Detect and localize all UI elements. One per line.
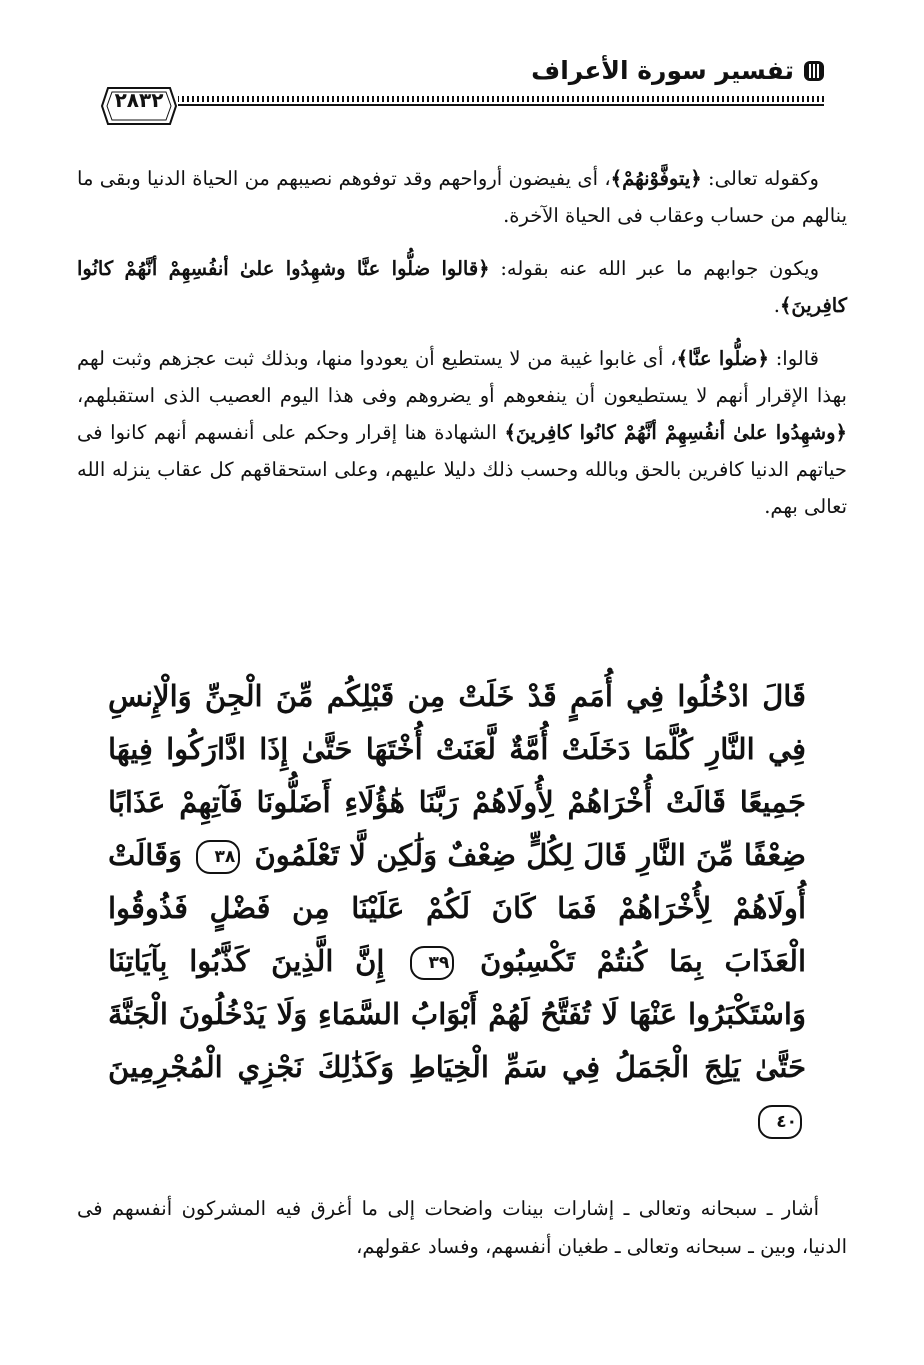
p3-mid: ، أى غابوا غيبة من لا يستطيع أن يعودوا منها، وبذلك ثبت عجزهم وثبت لهم بهذا الإقرار أنهم لا يستطيعون أن ينفعوهم أو يضروهم وفى هذا اليوم العصيب الذى استقبلهم، — [77, 347, 847, 407]
verse-40: إِنَّ الَّذِينَ كَذَّبُوا بِآيَاتِنَا وَاسْتَكْبَرُوا عَنْهَا لَا تُفَتَّحُ لَهُمْ أَبْوَابُ السَّمَاءِ وَلَا يَدْخُلُونَ الْجَنَّةَ حَتَّىٰ يَلِجَ الْجَمَلُ فِي سَمِّ الْخِيَاطِ وَكَذَٰلِكَ نَجْزِي الْمُجْرِمِينَ — [108, 944, 806, 1084]
page-number-badge — [100, 84, 178, 124]
p3-lead: قالوا: — [768, 347, 820, 370]
p1-lead: وكقوله تعالى: — [701, 167, 819, 190]
p1-quote: ﴿يتوفَّوْنهُمْ﴾ — [610, 167, 702, 190]
page-number: ٢٨٣٢ — [114, 88, 164, 112]
header-dotted-rule — [178, 96, 824, 102]
p3-quote-1: ﴿ضلُّوا عنَّا﴾ — [676, 347, 769, 370]
commentary-top — [77, 160, 847, 541]
ayah-number-40: ٤٠ — [758, 1105, 802, 1139]
quran-verses — [108, 670, 806, 1147]
p2-quote: ﴿قالوا ضلُّوا عنَّا وشهِدُوا علىٰ أنفُسِهِمْ أنَّهُمْ كانُوا كافِرينَ﴾ — [77, 257, 847, 317]
paragraph-4: أشار ـ سبحانه وتعالى ـ إشارات بينات واضحات إلى ما أغرق فيه المشركون أنفسهم فى الدنيا، وبين ـ سبحانه وتعالى ـ طغيان أنفسهم، وفساد عقولهم، — [77, 1197, 847, 1258]
ornament-icon — [804, 61, 824, 81]
ayah-number-39: ٣٩ — [410, 946, 454, 980]
header-rule — [178, 104, 824, 106]
header-title-group — [531, 56, 824, 86]
paragraph-1 — [77, 160, 847, 234]
commentary-bottom — [77, 1190, 847, 1282]
p3-rest: الشهادة هنا إقرار وحكم على أنفسهم أنهم كانوا فى حياتهم الدنيا كافرين بالحق وبالله وحسب ذلك دليلا عليهم، وعلى استحقاقهم كل عقاب ينزله الله تعالى بهم. — [77, 421, 847, 518]
paragraph-3 — [77, 340, 847, 525]
page-header — [100, 56, 824, 126]
verse-38: قَالَ ادْخُلُوا فِي أُمَمٍ قَدْ خَلَتْ مِن قَبْلِكُم مِّنَ الْجِنِّ وَالْإِنسِ فِي النَّارِ كُلَّمَا دَخَلَتْ أُمَّةٌ لَّعَنَتْ أُخْتَهَا حَتَّىٰ إِذَا ادَّارَكُوا فِيهَا جَمِيعًا قَالَتْ أُخْرَاهُمْ لِأُولَاهُمْ رَبَّنَا هَٰؤُلَاءِ أَضَلُّونَا فَآتِهِمْ عَذَابًا ضِعْفًا مِّنَ النَّارِ قَالَ لِكُلٍّ ضِعْفٌ وَلَٰكِن لَّا تَعْلَمُونَ — [108, 679, 806, 872]
running-title: تفسير سورة الأعراف — [531, 56, 794, 85]
p2-rest: . — [773, 294, 780, 317]
verse-39: وَقَالَتْ أُولَاهُمْ لِأُخْرَاهُمْ فَمَا كَانَ لَكُمْ عَلَيْنَا مِن فَضْلٍ فَذُوقُوا الْعَذَابَ بِمَا كُنتُمْ تَكْسِبُونَ — [108, 838, 806, 978]
p1-rest: ، أى يفيضون أرواحهم وقد توفوهم نصيبهم من الحياة الدنيا وبقى ما ينالهم من حساب وعقاب فى الحياة الآخرة. — [77, 167, 847, 227]
paragraph-2 — [77, 250, 847, 324]
p2-lead: ويكون جوابهم ما عبر الله عنه بقوله: — [489, 257, 819, 280]
p3-quote-2: ﴿وشهِدُوا علىٰ أنفُسِهِمْ أنَّهُمْ كانُوا كافِرينَ﴾ — [504, 421, 847, 444]
ayah-number-38: ٣٨ — [196, 840, 240, 874]
